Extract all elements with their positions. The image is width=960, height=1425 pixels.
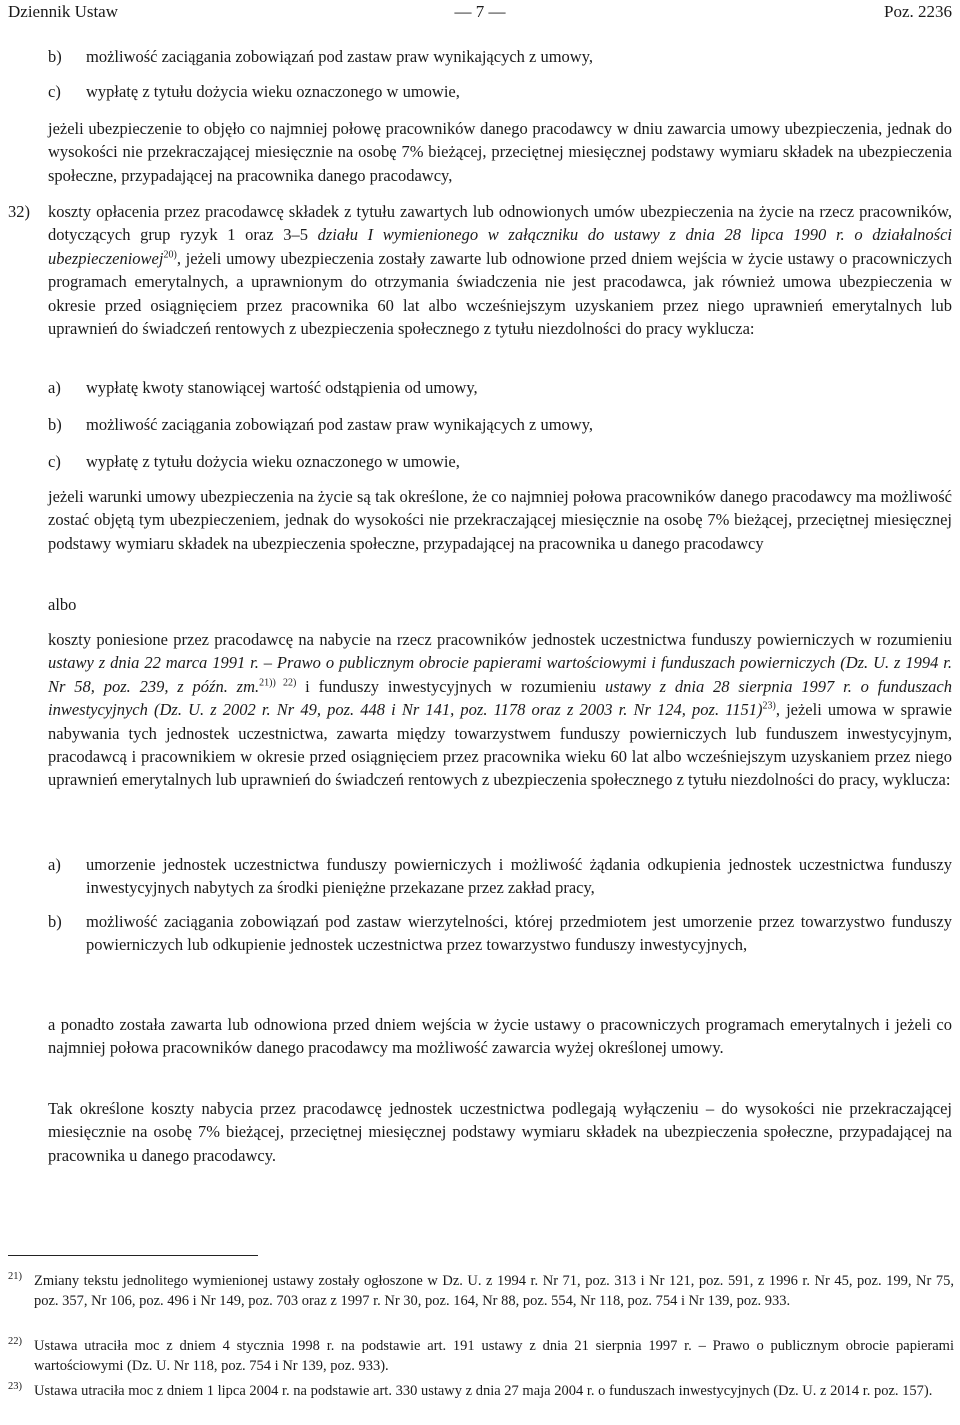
list-marker: a) [48,855,61,874]
koszty-act-reference-2: ustawy z dnia 28 sierpnia 1997 r. o funduszach inwestycyjnych (Dz. U. z 2002 r. Nr 49, poz. 448 i Nr 141, poz. 1178 oraz z 2003 r. Nr 124, poz. 1151) [48,676,952,720]
list-marker: c) [48,82,61,101]
page-number: — 7 — [454,2,506,21]
list-koszty-item-b [48,910,952,957]
paragraph-koszty [48,628,952,792]
footnote-divider [8,1255,258,1256]
paragraph-tak: Tak określone koszty nabycia przez pracodawcę jednostek uczestnictwa podlegają wyłączeniu – do wysokości nie przekraczającej miesięcznie na osobę 7% bieżącej, przeciętnej miesięcznej podstawy wymiaru składek na ubezpieczenia społeczne, przypadającej na pracownika u danego pracodawcy. [48,1099,952,1165]
item-32-text-1: koszty opłacenia przez pracodawcę składek z tytułu zawartych lub odnowionych umów ubezpieczenia na życie na rzecz pracowników, dotyczących grup ryzyk 1 oraz 3–5 [48,202,952,245]
list-marker: b) [48,415,62,434]
top-paragraph: jeżeli ubezpieczenie to objęło co najmniej połowę pracowników danego pracodawcy w dniu zawarcia umowy ubezpieczenia, jednak do wysokości nie przekraczającej miesięcznie na osobę 7% bieżącej, przeciętnej miesięcznej podstawy wymiaru składek na ubezpieczenia społeczne, przypadającej na pracownika danego pracodawcy, [48,119,952,185]
top-list-item-b [48,45,952,68]
item-32-text [48,200,952,340]
albo-label: albo [48,595,77,614]
paragraph-ponadto: a ponadto została zawarta lub odnowiona przed dniem wejścia w życie ustawy o pracowniczych programach emerytalnych i jeżeli co najmniej połowa pracowników danego pracodawcy ma możliwość zawarcia wyżej określonej umowy. [48,1015,952,1058]
footnote-22 [8,1337,954,1376]
list-koszty-item-a [48,853,952,900]
footnote-23 [8,1382,954,1402]
footnote-number: 22) [8,1336,22,1347]
koszty-act-reference-1: ustawy z dnia 22 marca 1991 r. – Prawo o publicznym obrocie papierami wartościowymi i funduszach powierniczych (Dz. U. z 1994 r. Nr 58, poz. 239, z późn. zm. [48,653,952,696]
footnote-text: Ustawa utraciła moc z dniem 4 stycznia 1998 r. na podstawie art. 191 ustawy z dnia 21 sierpnia 1997 r. – Prawo o publicznym obrocie papierami wartościowymi (Dz. U. Nr 118, poz. 754 i Nr 139, poz. 933). [34,1338,954,1374]
footnote-number: 23) [8,1381,22,1392]
list-item-text: umorzenie jednostek uczestnictwa funduszy powierniczych i możliwość żądania odkupienia jednostek uczestnictwa funduszy inwestycyjnych nabytych za środki pieniężne przekazane przez zakład pracy, [86,855,952,898]
item-32-text-2: , jeżeli umowy ubezpieczenia zostały zawarte lub odnowione przed dniem wejścia w życie ustawy o pracowniczych programach emerytalnych, a uprawnionym do otrzymania świadczenia nie jest pracodawca, jak również umowa ubezpieczenia w okresie przed osiągnięciem przez pracownika 60 lat albo wcześniejszym uzyskaniem przez niego uprawnień emerytalnych lub uprawnień do świadczeń rentowych z ubezpieczenia społecznego z tytułu niezdolności do pracy wyklucza: [48,248,952,339]
item-32 [8,200,952,340]
list32-item-a [48,376,952,399]
list32-item-b [48,413,952,436]
list-item-text: możliwość zaciągania zobowiązań pod zastaw praw wynikających z umowy, [86,47,594,66]
top-list-item-c [48,80,952,103]
list-marker: b) [48,47,62,66]
page-header [8,0,952,24]
list-marker: a) [48,378,61,397]
footnote-ref-20: 20) [163,249,177,261]
paragraph-warunki: jeżeli warunki umowy ubezpieczenia na życie są tak określone, że co najmniej połowa pracowników danego pracodawcy ma możliwość zostać objętą tym ubezpieczeniem, jednak do wysokości nie przekraczającej miesięcznie na osobę 7% bieżącej, przeciętnej miesięcznej podstawy wymiaru składek na ubezpieczenia społeczne, przypadającej na pracownika u danego pracodawcy [48,487,952,553]
footnote-text: Zmiany tekstu jednolitego wymienionej ustawy zostały ogłoszone w Dz. U. z 1994 r. Nr 71, poz. 313 i Nr 121, poz. 591, z 1996 r. Nr 45, poz. 199, Nr 75, poz. 357, Nr 106, poz. 496 i Nr 149, poz. 703 oraz z 1997 r. Nr 30, poz. 164, Nr 88, poz. 554, Nr 118, poz. 754 i Nr 139, poz. 933. [34,1273,954,1309]
list-item-text: wypłatę z tytułu dożycia wieku oznaczonego w umowie, [86,82,460,101]
list-marker: c) [48,452,61,471]
item-32-act-reference: działu I wymienionego w załączniku do ustawy z dnia 28 lipca 1990 r. o działalności ubezpieczeniowej [48,225,953,268]
journal-title: Dziennik Ustaw [8,2,119,21]
list32-item-c [48,450,952,473]
footnote-21 [8,1272,954,1311]
item-marker: 32) [8,202,30,221]
list-item-text: możliwość zaciągania zobowiązań pod zastaw wierzytelności, której przedmiotem jest umorzenie przez towarzystwo funduszy powierniczych lub odkupienie jednostek uczestnictwa przez towarzystwo funduszy inwestycyjnych, [86,912,952,955]
footnote-text: Ustawa utraciła moc z dniem 1 lipca 2004 r. na podstawie art. 330 ustawy z dnia 27 maja 2004 r. o funduszach inwestycyjnych (Dz. U. z 2014 r. poz. 157). [34,1383,933,1399]
koszty-text-3: , jeżeli umowa w sprawie nabywania tych jednostek uczestnictwa, zawarta między towarzystwem funduszy powierniczych lub funduszem inwestycyjnym, pracodawcą i pracownikiem w okresie przed osiągnięciem przez pracownika wieku 60 lat albo wcześniejszym uzyskaniem przez niego uprawnień emerytalnych lub uprawnień do świadczeń rentowych z ubezpieczenia społecznego z tytułu niezdolności do pracy, wyklucza: [48,700,952,790]
list-item-text: wypłatę kwoty stanowiącej wartość odstąpienia od umowy, [86,378,478,397]
footnote-ref-21-22: 21)) 22) [259,677,297,689]
koszty-text-2: i funduszy inwestycyjnych w rozumieniu [296,676,605,696]
footnote-ref-23: 23) [762,700,776,712]
list-item-text: wypłatę z tytułu dożycia wieku oznaczonego w umowie, [86,452,460,471]
footnote-number: 21) [8,1271,22,1282]
koszty-text-1: koszty poniesione przez pracodawcę na nabycie na rzecz pracowników jednostek uczestnictwa funduszy powierniczych w rozumieniu [48,630,952,649]
position-number: Poz. 2236 [884,2,952,21]
list-marker: b) [48,912,62,931]
list-item-text: możliwość zaciągania zobowiązań pod zastaw praw wynikających z umowy, [86,415,594,434]
